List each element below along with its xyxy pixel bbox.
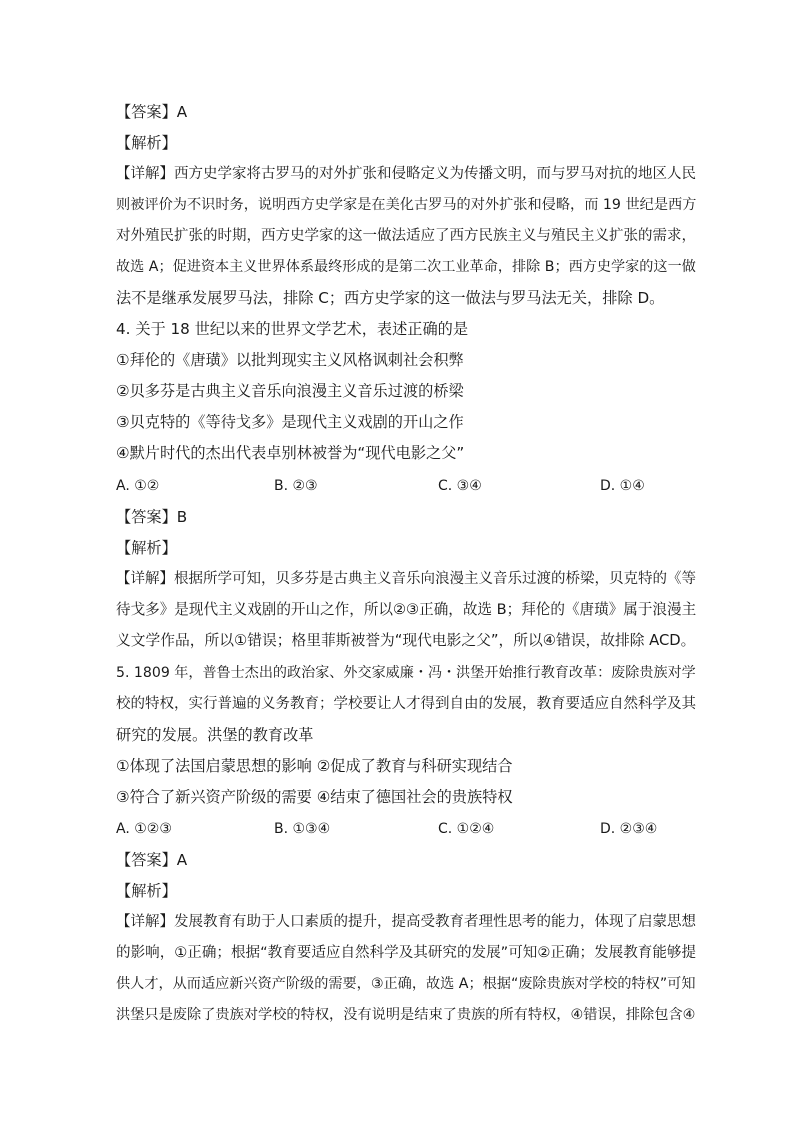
explanation-line: 则被评价为不识时务，说明西方史学家是在美化古罗马的对外扩张和侵略，而 19 世纪是西方: [116, 197, 697, 213]
question-4-item: ①拜伦的《唐璜》以批判现实主义风格讽刺社会积弊: [116, 351, 464, 369]
explanation-line: 的影响，①正确；根据“教育要适应自然科学及其研究的发展”可知②正确；发展教育能够提: [116, 944, 697, 961]
option-d: D. ②③④: [600, 821, 658, 837]
answer-label: 【答案】A: [116, 851, 188, 869]
option-c: C. ①②④: [438, 821, 495, 837]
question-4-stem: 4. 关于 18 世纪以来的世界文学艺术，表述正确的是: [116, 320, 469, 338]
question-4-options: [116, 476, 696, 496]
explanation-line: 待戈多》是现代主义戏剧的开山之作，所以②③正确，故选 B；拜伦的《唐璜》属于浪漫主: [116, 601, 697, 618]
option-b: B. ②③: [274, 478, 318, 494]
option-d: D. ①④: [600, 478, 645, 494]
explanation-line: 洪堡只是废除了贵族对学校的特权，没有说明是结束了贵族的所有特权，④错误，排除包含④: [116, 1007, 696, 1023]
explanation-line: 【详解】西方史学家将古罗马的对外扩张和侵略定义为传播文明，而与罗马对抗的地区人民: [116, 166, 696, 182]
explanation-line: 【详解】发展教育有助于人口素质的提升，提高受教育者理性思考的能力，体现了启蒙思想: [116, 914, 696, 930]
option-a: A. ①②③: [116, 821, 172, 837]
analysis-label: 【解析】: [116, 134, 177, 152]
explanation-line: 对外殖民扩张的时期，西方史学家的这一做法适应了西方民族主义与殖民主义扩张的需求，: [116, 228, 696, 244]
explanation-line: 【详解】根据所学可知，贝多芬是古典主义音乐向浪漫主义音乐过渡的桥梁，贝克特的《等: [116, 571, 696, 587]
question-5-item: ①体现了法国启蒙思想的影响 ②促成了教育与科研实现结合: [116, 757, 513, 775]
question-4-item: ②贝多芬是古典主义音乐向浪漫主义音乐过渡的桥梁: [116, 382, 464, 400]
explanation-line: 故选 A；促进资本主义世界体系最终形成的是第二次工业革命，排除 B；西方史学家的这一做: [116, 259, 696, 275]
question-5-stem: 研究的发展。洪堡的教育改革: [116, 726, 314, 744]
analysis-label: 【解析】: [116, 539, 177, 557]
explanation-line: 义文学作品，所以①错误；格里菲斯被誉为“现代电影之父”，所以④错误，故排除 ACD。: [116, 632, 696, 649]
explanation-line: 供人才，从而适应新兴资产阶级的需要，③正确，故选 A；根据“废除贵族对学校的特权”可知: [116, 976, 696, 992]
question-5-options: [116, 819, 696, 839]
question-5-stem: 校的特权，实行普遍的义务教育；学校要让人才得到自由的发展，教育要适应自然科学及其: [116, 696, 696, 712]
option-c: C. ③④: [438, 478, 482, 494]
option-a: A. ①②: [116, 478, 160, 494]
answer-label: 【答案】B: [116, 508, 188, 526]
explanation-line: 法不是继承发展罗马法，排除 C；西方史学家的这一做法与罗马法无关，排除 D。: [116, 289, 665, 307]
question-5-item: ③符合了新兴资产阶级的需要 ④结束了德国社会的贵族特权: [116, 788, 513, 806]
answer-label: 【答案】A: [116, 103, 188, 121]
analysis-label: 【解析】: [116, 882, 177, 900]
question-4-item: ③贝克特的《等待戈多》是现代主义戏剧的开山之作: [116, 413, 464, 431]
option-b: B. ①③④: [274, 821, 331, 837]
question-5-stem: 5. 1809 年，普鲁士杰出的政治家、外交家威廉・冯・洪堡开始推行教育改革：废除贵族对学: [116, 665, 696, 681]
question-4-item: ④默片时代的杰出代表卓别林被誉为“现代电影之父”: [116, 444, 465, 462]
